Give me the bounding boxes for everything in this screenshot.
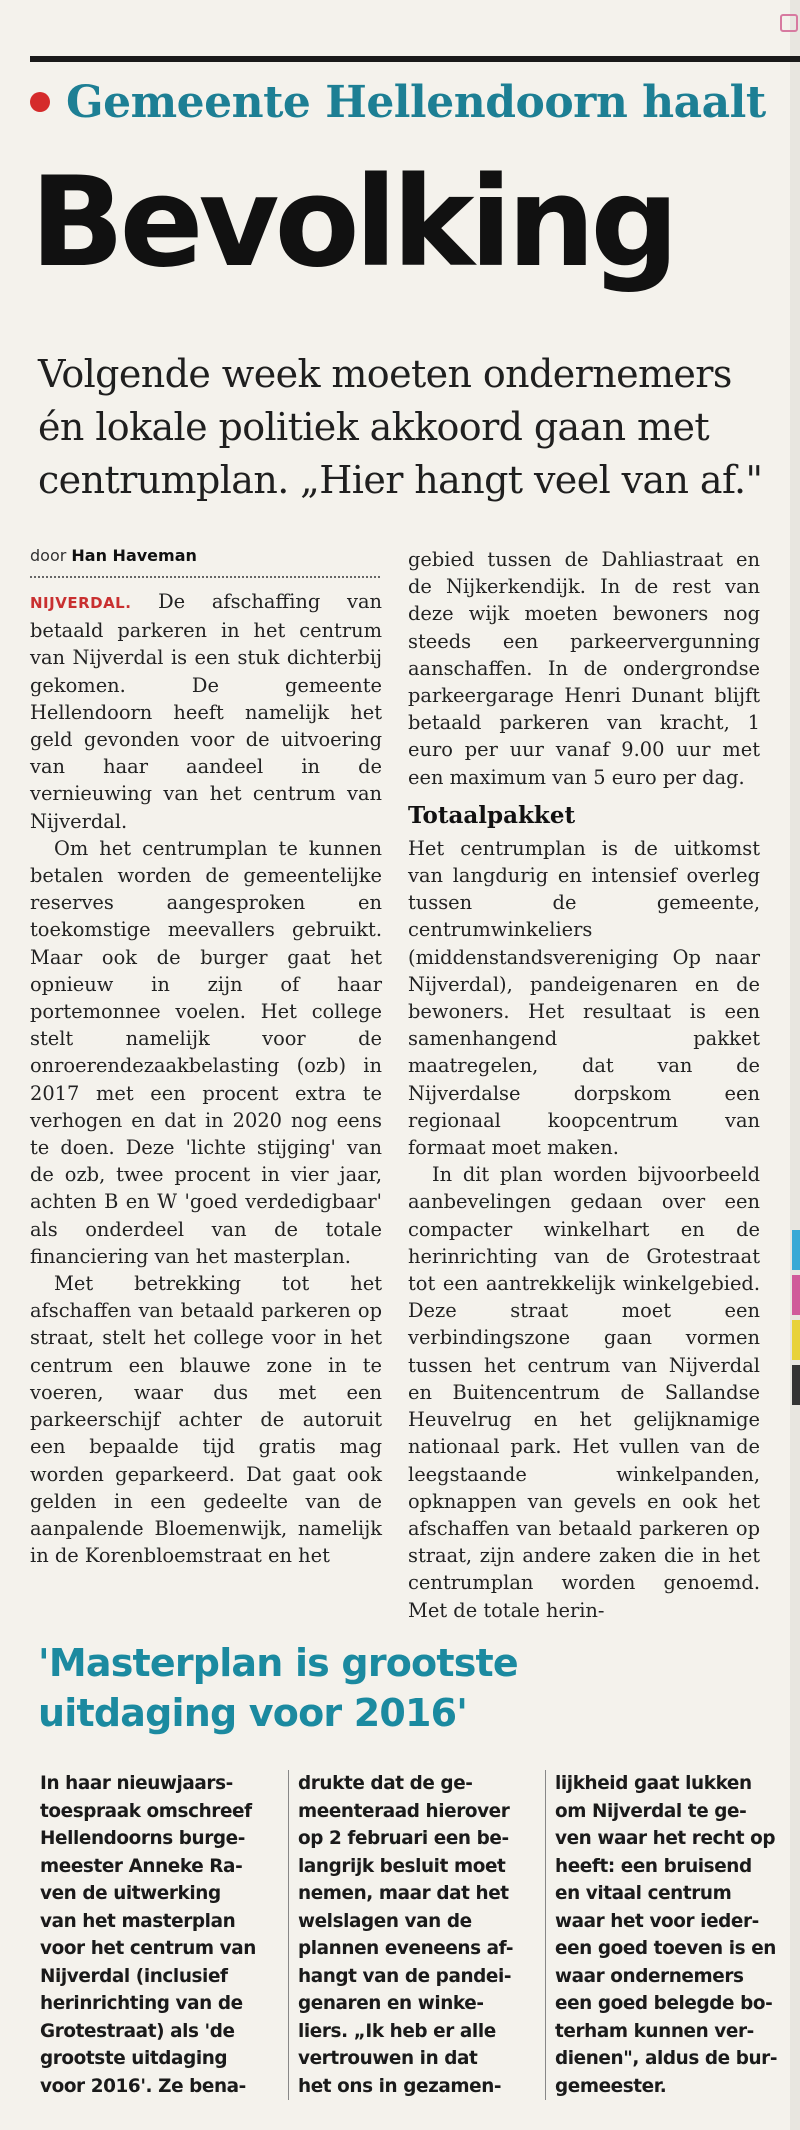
article-column-2	[408, 546, 760, 1624]
print-color-bar-cyan	[792, 1230, 800, 1270]
box-line: ven waar het recht op	[555, 1828, 776, 1849]
box-line: gemeester.	[555, 2075, 667, 2097]
byline-author: Han Haveman	[71, 546, 197, 565]
box-line: het ons in gezamen-	[298, 2075, 502, 2097]
box-line: terham kunnen ver-	[555, 2020, 754, 2042]
byline-divider	[30, 576, 380, 578]
paragraph: Het centrumplan is de uitkomst van langdurig en intensief overleg tussen de gemeente, centrumwinkeliers (middenstandsvereniging Op naar Nijverdal), pandeigenaren en de bewoners. Het resultaat is een samenhangend pakket maatregelen, dat van de Nijverdalse dorpskom een regionaal koopcentrum van formaat moet maken.	[408, 836, 760, 1160]
dateline: NIJVERDAL.	[30, 594, 132, 612]
box-line: Hellendoorns burge-	[40, 1828, 245, 1849]
paragraph: gebied tussen de Dahliastraat en de Nijkerkendijk. In de rest van deze wijk moeten bewoners nog steeds een parkeervergunning aanschaffen. In de ondergrondse parkeergarage Henri Dunant blijft betaald parkeren van kracht, 1 euro per uur vanaf 9.00 uur met een maximum van 5 euro per dag.	[408, 548, 760, 789]
box-line: een goed belegde bo-	[555, 1993, 773, 2014]
red-dot-icon	[30, 92, 50, 112]
intro-line: centrumplan. „Hier hangt veel van af."	[38, 458, 763, 502]
box-line: liers. „Ik heb er alle	[298, 2020, 496, 2042]
box-line: genaren en winke-	[298, 1993, 484, 2014]
print-mark-icon	[780, 14, 798, 32]
box-line: een goed toeven is en	[555, 1938, 776, 1959]
top-rule	[30, 56, 800, 62]
box-line: toespraak omschreef	[40, 1800, 252, 1822]
box-line: waar ondernemers	[555, 1965, 744, 1987]
box-title	[38, 1638, 778, 1738]
box-line: grootste uitdaging	[40, 2048, 228, 2069]
headline: Bevolking	[30, 151, 675, 295]
paragraph	[30, 588, 382, 835]
box-line: van het masterplan	[40, 1910, 236, 1932]
box-line: dienen", aldus de bur-	[555, 2048, 778, 2069]
box-line: Grotestraat) als 'de	[40, 2020, 235, 2042]
box-line: voor het centrum van	[40, 1938, 256, 1959]
box-line: nemen, maar dat het	[298, 1883, 509, 1904]
column-divider	[545, 1770, 546, 2100]
box-line: plannen eveneens af-	[298, 1938, 514, 1959]
paragraph: In dit plan worden bijvoorbeeld aanbevelingen gedaan over een compacter winkelhart en de herinrichting van de Grotestraat tot een aantrekkelijk winkelgebied. Deze straat moet een verbindingszone gaan vormen tussen het centrum van Nijverdal en Buitencentrum de Sallandse Heuvelrug en het gelijknamige nationaal park. Het vullen van de leegstaande winkelpanden, opknappen van gevels en ook het afschaffen van betaald parkeren op straat, zijn andere zaken die in het centrumplan worden genoemd. Met de totale herin-	[408, 1163, 760, 1622]
intro	[38, 348, 778, 507]
box-line: Nijverdal (inclusief	[40, 1965, 228, 1987]
box-line: op 2 februari een be-	[298, 1828, 509, 1849]
box-line: en vitaal centrum	[555, 1883, 732, 1904]
kicker	[30, 72, 790, 132]
subhead: Totaalpakket	[408, 801, 576, 829]
box-column-2	[298, 1770, 520, 2100]
box-line: drukte dat de ge-	[298, 1773, 473, 1794]
intro-line: én lokale politiek akkoord gaan met	[38, 405, 710, 449]
box-column-1	[40, 1770, 262, 2100]
box-line: In haar nieuwjaars-	[40, 1773, 233, 1794]
box-column-3	[555, 1770, 777, 2100]
paragraph-text: De afschaffing van betaald parkeren in het centrum van Nijverdal is een stuk dichterbij gekomen. De gemeente Hellendoorn heeft namelijk het geld gevonden voor de uitvoering van haar aandeel in de vernieuwing van het centrum van Nijverdal.	[30, 590, 382, 833]
box-line: om Nijverdal te ge-	[555, 1800, 747, 1822]
byline	[30, 546, 380, 565]
page-edge	[790, 0, 800, 2130]
box-line: hangt van de pandei-	[298, 1965, 512, 1987]
box-line: waar het voor ieder-	[555, 1910, 759, 1932]
byline-prefix: door	[30, 546, 67, 565]
print-color-bar-black	[792, 1365, 800, 1405]
print-color-bar-yellow	[792, 1320, 800, 1360]
box-line: lijkheid gaat lukken	[555, 1773, 752, 1794]
box-title-line: 'Masterplan is grootste	[38, 1641, 518, 1685]
kicker-text: Gemeente Hellendoorn haalt	[66, 76, 766, 128]
article-column-1	[30, 588, 382, 1569]
box-line: herinrichting van de	[40, 1993, 243, 2014]
box-line: meester Anneke Ra-	[40, 1855, 243, 1877]
paragraph: Om het centrumplan te kunnen betalen worden de gemeentelijke reserves aangesproken en toekomstige meevallers gebruikt. Maar ook de burger gaat het opnieuw in zijn of haar portemonnee voelen. Het college stelt namelijk voor de onroerendezaakbelasting (ozb) in 2017 met een procent extra te verhogen en dat in 2020 nog eens te doen. Deze 'lichte stijging' van de ozb, twee procent in vier jaar, achten B en W 'goed verdedigbaar' als onderdeel van de totale financiering van het masterplan.	[30, 836, 382, 1268]
box-line: voor 2016'. Ze bena-	[40, 2075, 246, 2097]
box-line: ven de uitwerking	[40, 1883, 221, 1904]
intro-line: Volgende week moeten ondernemers	[38, 352, 732, 396]
print-color-bar-magenta	[792, 1275, 800, 1315]
column-divider	[288, 1770, 289, 2100]
box-line: heeft: een bruisend	[555, 1855, 752, 1877]
box-title-line: uitdaging voor 2016'	[38, 1691, 468, 1735]
paragraph: Met betrekking tot het afschaffen van betaald parkeren op straat, stelt het college voor in het centrum een blauwe zone in te voeren, waar dus met een parkeerschijf achter de autoruit een bepaalde tijd gratis mag worden geparkeerd. Dat gaat ook gelden in een gedeelte van de aanpalende Bloemenwijk, namelijk in de Korenbloemstraat en het	[30, 1272, 382, 1568]
box-line: langrijk besluit moet	[298, 1855, 506, 1877]
box-line: welslagen van de	[298, 1910, 472, 1932]
box-line: vertrouwen in dat	[298, 2048, 478, 2069]
box-line: meenteraad hierover	[298, 1800, 510, 1822]
